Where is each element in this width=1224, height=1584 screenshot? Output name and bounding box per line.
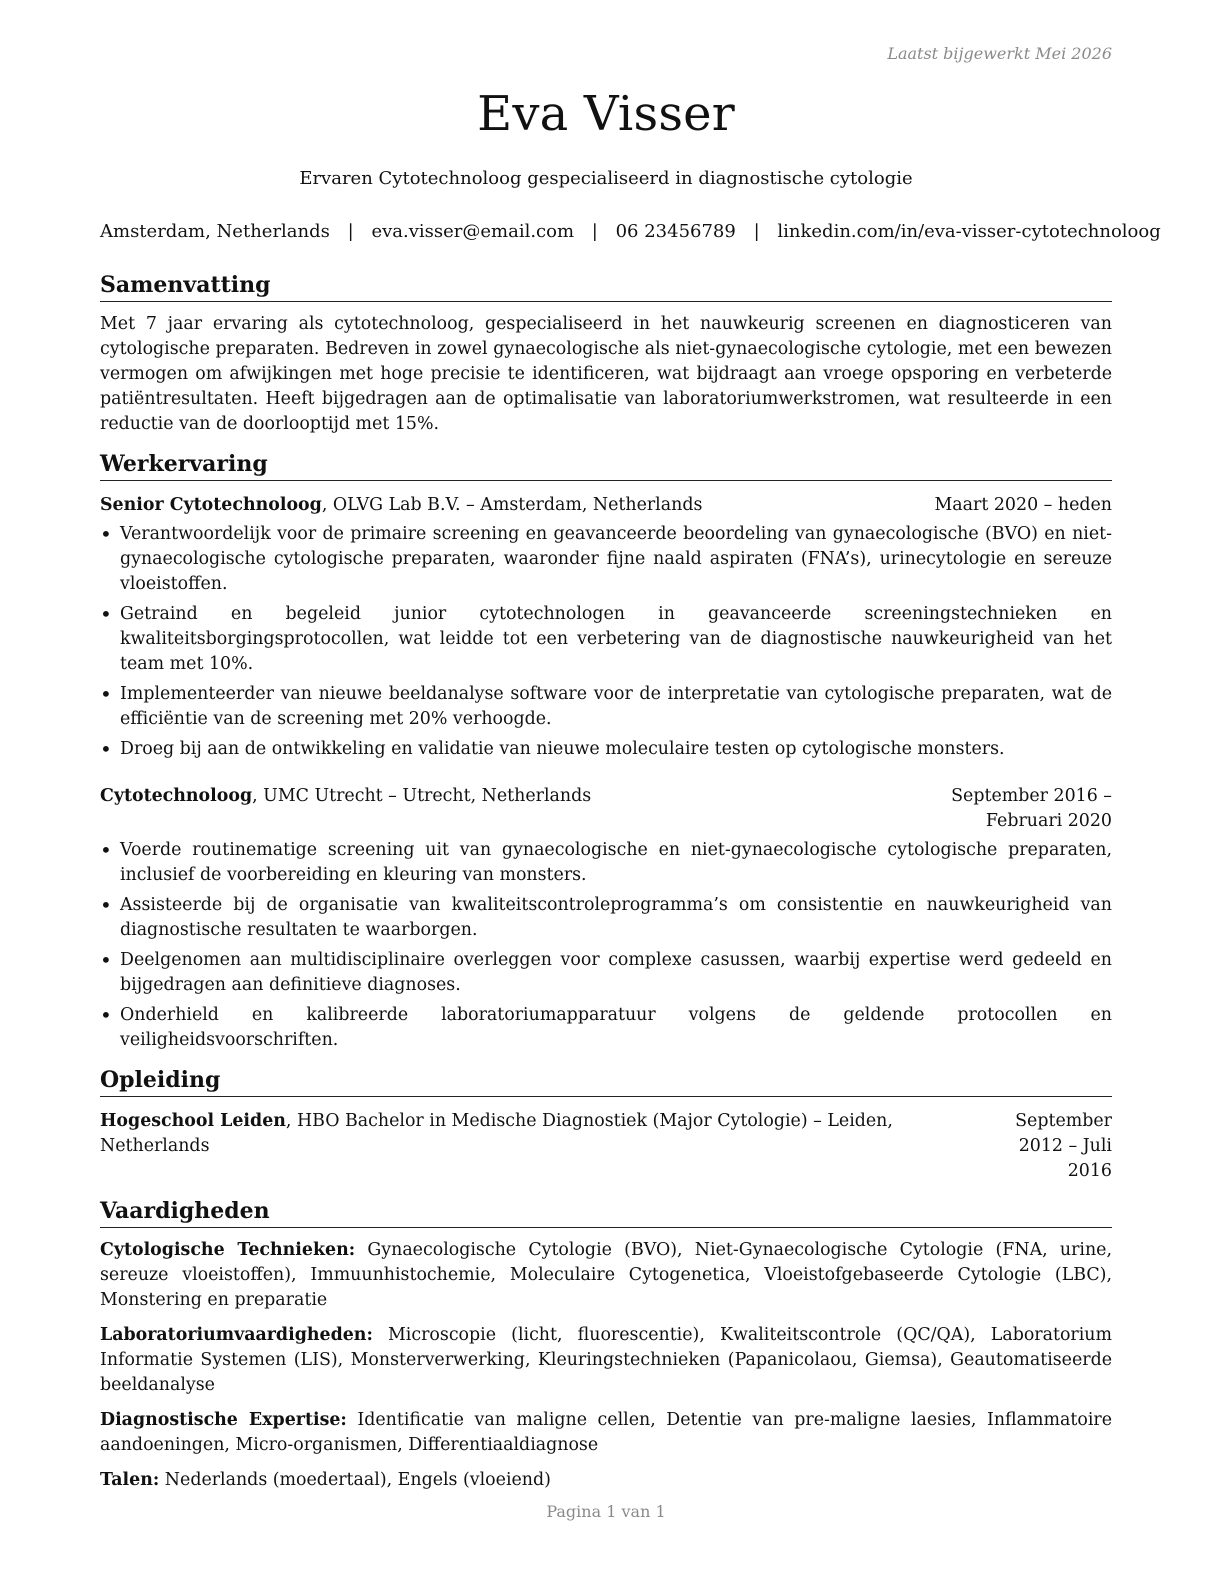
tagline: Ervaren Cytotechnoloog gespecialiseerd in diagnostische cytologie: [299, 168, 913, 189]
skill-text: Gynaecologische Cytologie (BVO), Niet-Gynaecologische Cytologie (FNA, urine, sereuze vloeistoffen), Immuunhistochemie, Moleculaire Cytogenetica, Vloeistofgebaseerde Cytologie (LBC), Monstering en preparatie: [100, 1240, 1112, 1310]
resume-page: [100, 0, 1161, 1584]
contact-separator: |: [591, 221, 598, 242]
skill-label: Cytologische Technieken:: [100, 1240, 356, 1260]
contact-separator: |: [753, 221, 760, 242]
job-role: Cytotechnoloog: [100, 786, 253, 806]
job-bullet: • Voerde routinematige screening uit van gynaecologische en niet-gynaecologische cytologische preparaten, inclusief de voorbereiding en kleuring van monsters.: [100, 838, 1112, 888]
section-title-skills: Vaardigheden: [100, 1196, 1112, 1228]
job-dates: Maart 2020 – heden: [934, 495, 1112, 515]
job-bullet: • Deelgenomen aan multidisciplinaire overleggen voor complexe casussen, waarbij expertise werd gedeeld en bijgedragen aan definitieve diagnoses.: [100, 948, 1112, 998]
skill-label: Laboratoriumvaardigheden:: [100, 1325, 373, 1345]
contact-phone: 06 23456789: [615, 221, 736, 242]
contact-line: [100, 221, 1161, 242]
education-entry: [100, 1109, 1112, 1184]
skill-text: Identificatie van maligne cellen, Detentie van pre-maligne laesies, Inflammatoire aandoeningen, Micro-organismen, Differentiaaldiagnose: [100, 1410, 1112, 1455]
job-header: [100, 784, 1112, 834]
contact-email[interactable]: eva.visser@email.com: [371, 221, 575, 242]
candidate-name: Eva Visser: [477, 86, 735, 142]
education-school: Hogeschool Leiden: [100, 1111, 286, 1131]
job-dates: September 2016 – Februari 2020: [951, 786, 1112, 831]
skill-text: Nederlands (moedertaal), Engels (vloeiend): [159, 1470, 551, 1490]
job-title-line: [100, 493, 935, 518]
job-bullet: • Implementeerder van nieuwe beeldanalyse software voor de interpretatie van cytologische preparaten, wat de efficiëntie van de screening met 20% verhoogde.: [100, 682, 1112, 732]
job-bullet: • Verantwoordelijk voor de primaire screening en geavanceerde beoordeling van gynaecologische (BVO) en niet-gynaecologische cytologische preparaten, waaronder fijne naald aspiraten (FNA’s), urinecytologie en sereuze vloeistoffen.: [100, 522, 1112, 597]
contact-location: Amsterdam, Netherlands: [100, 221, 330, 242]
job-bullet: • Getraind en begeleid junior cytotechnologen in geavanceerde screeningstechnieken en kwaliteitsborgingsprotocollen, wat leidde tot een verbetering van de diagnostische nauwkeurigheid van het team met 10%.: [100, 602, 1112, 677]
skill-label: Talen:: [100, 1470, 160, 1490]
job-title-line: [100, 784, 877, 834]
section-title-experience: Werkervaring: [100, 449, 1112, 481]
job-organization: , OLVG Lab B.V. – Amsterdam, Netherlands: [321, 495, 703, 515]
resume-content: [100, 270, 1112, 1493]
skill-text: Microscopie (licht, fluorescentie), Kwaliteitscontrole (QC/QA), Laboratorium Informatie Systemen (LIS), Monsterverwerking, Kleuringstechnieken (Papanicolaou, Giemsa), Geautomatiseerde beeldanalyse: [100, 1325, 1112, 1395]
skill-row: [100, 1408, 1112, 1458]
page-number: Pagina 1 van 1: [546, 1502, 666, 1521]
job-bullets: [100, 838, 1112, 1053]
education-degree: , HBO Bachelor in Medische Diagnostiek (Major Cytologie) – Leiden, Netherlands: [100, 1111, 893, 1156]
job-bullet: • Onderhield en kalibreerde laboratoriumapparatuur volgens de geldende protocollen en veiligheidsvoorschriften.: [100, 1003, 1112, 1053]
job-organization: , UMC Utrecht – Utrecht, Netherlands: [252, 786, 592, 806]
job-bullets: [100, 522, 1112, 762]
job-header: [100, 493, 1112, 518]
last-updated: Laatst bijgewerkt Mei 2026: [887, 44, 1112, 63]
job-bullet: • Droeg bij aan de ontwikkeling en validatie van nieuwe moleculaire testen op cytologische monsters.: [100, 737, 1112, 762]
education-dates: September 2012 – Juli 2016: [1015, 1111, 1112, 1181]
section-title-summary: Samenvatting: [100, 270, 1112, 302]
section-title-education: Opleiding: [100, 1065, 1112, 1097]
contact-linkedin[interactable]: linkedin.com/in/eva-visser-cytotechnoloog: [777, 221, 1161, 242]
skill-row: [100, 1468, 1112, 1493]
education-title-line: [100, 1109, 972, 1184]
job-bullet: • Assisteerde bij de organisatie van kwaliteitscontroleprogramma’s om consistentie en nauwkeurigheid van diagnostische resultaten te waarborgen.: [100, 893, 1112, 943]
skill-row: [100, 1238, 1112, 1313]
contact-separator: |: [347, 221, 354, 242]
skill-row: [100, 1323, 1112, 1398]
summary-text: Met 7 jaar ervaring als cytotechnoloog, gespecialiseerd in het nauwkeurig screenen en diagnosticeren van cytologische preparaten. Bedreven in zowel gynaecologische als niet-gynaecologische cytologie, met een bewezen vermogen om afwijkingen met hoge precisie te identificeren, wat bijdraagt aan vroege opsporing en verbeterde patiëntresultaten. Heeft bijgedragen aan de optimalisatie van laboratoriumwerkstromen, wat resulteerde in een reductie van de doorlooptijd met 15%.: [100, 314, 1112, 434]
skill-label: Diagnostische Expertise:: [100, 1410, 347, 1430]
job-role: Senior Cytotechnoloog: [100, 495, 322, 515]
